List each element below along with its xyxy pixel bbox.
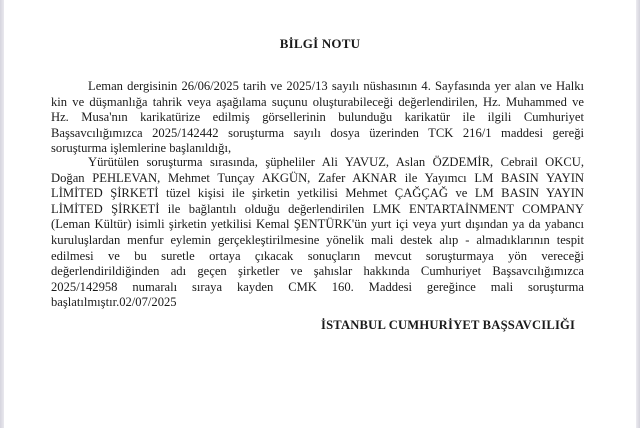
paragraph-line: kuruluşlardan menfur eylemin gerçekleştirilmesine yönelik mali destek alıp - almadıklarının tespit <box>51 232 584 247</box>
signature-authority: İSTANBUL CUMHURİYET BAŞSAVCILIĞI <box>321 318 576 332</box>
paragraph-line: LİMİTED ŞİRKETİ ile bağlantılı olduğu değerlendirilen LMK ENTARTAİNMENT COMPANY <box>51 201 584 216</box>
paragraph-1 <box>51 79 584 157</box>
paragraph-line: Doğan PEHLEVAN, Mehmet Tunçay AKGÜN, Zafer AKNAR ile Yayımcı LM BASIN YAYIN <box>51 170 584 185</box>
page-edge-right <box>636 0 640 428</box>
paragraph-line: başlatılmıştır.02/07/2025 <box>51 295 177 310</box>
paragraph-line: Yürütülen soruşturma sırasında, şüpheliler Ali YAVUZ, Aslan ÖZDEMİR, Cebrail OKCU, <box>88 155 584 169</box>
paragraph-line: (Leman Kültür) isimli şirketin yetkilisi Kemal ŞENTÜRK'ün yurt içi veya yurt dışından ya da yabancı <box>51 217 584 232</box>
paragraph-2 <box>51 155 584 311</box>
paragraph-line: Leman dergisinin 26/06/2025 tarih ve 2025/13 sayılı nüshasının 4. Sayfasında yer alan ve Halkı <box>88 79 584 93</box>
paragraph-line: kin ve düşmanlığa tahrik veya aşağılama suçunu oluşturabileceği değerlendirilen, Hz. Muhammed ve <box>51 94 584 109</box>
paragraph-line: edilmesi ve bu suretle ortaya çıkacak sonuçların mevcut soruşturmaya yön vereceği <box>51 248 584 263</box>
document-title: BİLGİ NOTU <box>279 36 361 51</box>
paragraph-line: Hz. Musa'nın karikatürize edilmiş görsellerinin bulunduğu karikatür ile ilgili Cumhuriyet <box>51 110 584 125</box>
paragraph-line: LİMİTED ŞİRKETİ tüzel kişisi ile şirketin yetkilisi Mehmet ÇAĞÇAĞ ve LM BASIN YAYIN <box>51 186 584 201</box>
paragraph-line: soruşturma işlemlerine başlanıldığı, <box>51 141 232 156</box>
paragraph-line: 2025/142958 numaralı sıraya kayden CMK 160. Maddesi gereğince mali soruşturma <box>51 279 584 294</box>
page-edge-left <box>0 0 4 428</box>
paragraph-line: Başsavcılığımızca 2025/142442 soruşturma sayılı dosya üzerinden TCK 216/1 maddesi gereği <box>51 125 584 140</box>
paragraph-line: değerlendirildiğinden adı geçen şirketler ve şahıslar hakkında Cumhuriyet Başsavcılığımızca <box>51 264 584 279</box>
